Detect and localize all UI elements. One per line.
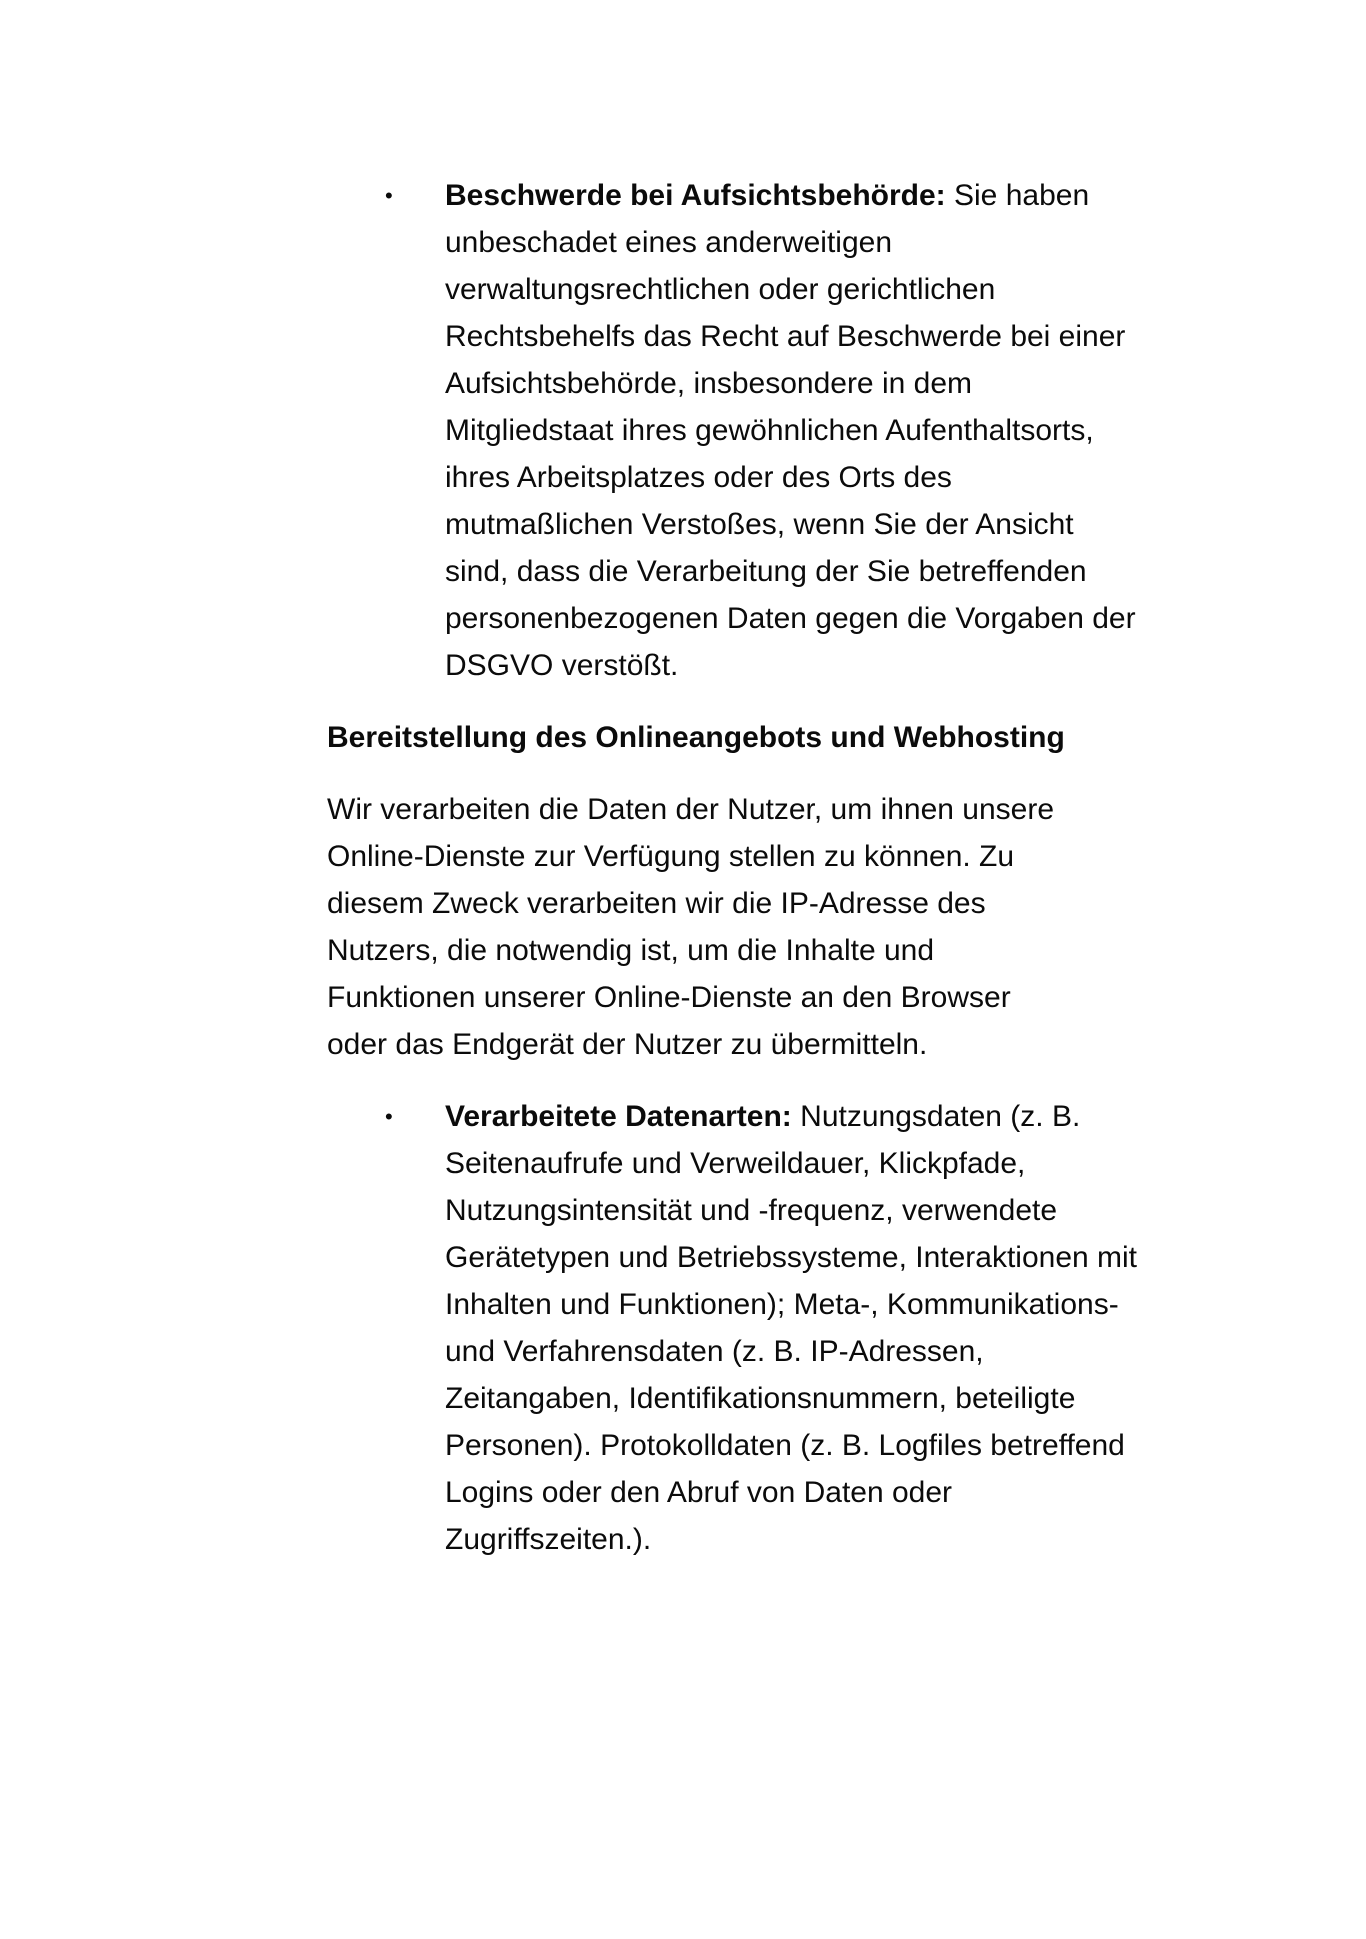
list-item-complaint xyxy=(327,172,1145,689)
list-item-body: Nutzungsdaten (z. B. Seitenaufrufe und Verweildauer, Klickpfade, Nutzungsintensität und -frequenz, verwendete Gerätetypen und Betriebssysteme, Interaktionen mit Inhalten und Funktionen); Meta-, Kommunikations- und Verfahrensdaten (z. B. IP-Adressen, Zeitangaben, Identifikationsnummern, beteiligte Personen). Protokolldaten (z. B. Logfiles betreffend Logins oder den Abruf von Daten oder Zugriffszeiten.). xyxy=(445,1100,1138,1556)
section-paragraph: Wir verarbeiten die Daten der Nutzer, um ihnen unsere Online-Dienste zur Verfügung stellen zu können. Zu diesem Zweck verarbeiten wir die IP-Adresse des Nutzers, die notwendig ist, um die Inhalte und Funktionen unserer Online-Dienste an den Browser oder das Endgerät der Nutzer zu übermitteln. xyxy=(327,793,1055,1061)
section-heading: Bereitstellung des Onlineangebots und Webhosting xyxy=(327,721,1065,754)
bullet-icon: • xyxy=(385,183,393,208)
bullet-icon: • xyxy=(385,1104,393,1129)
list-item-body: Sie haben unbeschadet eines anderweitigen verwaltungsrechtlichen oder gerichtlichen Rechtsbehelfs das Recht auf Beschwerde bei einer Aufsichtsbehörde, insbesondere in dem Mitgliedstaat ihres gewöhnlichen Aufenthaltsorts, ihres Arbeitsplatzes oder des Orts des mutmaßlichen Verstoßes, wenn Sie der Ansicht sind, dass die Verarbeitung der Sie betreffenden personenbezogenen Daten gegen die Vorgaben der DSGVO verstößt. xyxy=(445,179,1136,682)
list-item-text xyxy=(445,172,1145,689)
list-item-term: Beschwerde bei Aufsichtsbehörde: xyxy=(445,179,946,212)
list-item-data-types xyxy=(327,1093,1145,1563)
list-item-text xyxy=(445,1093,1145,1563)
document-content xyxy=(327,172,1147,1563)
list-item-term: Verarbeitete Datenarten: xyxy=(445,1100,792,1133)
